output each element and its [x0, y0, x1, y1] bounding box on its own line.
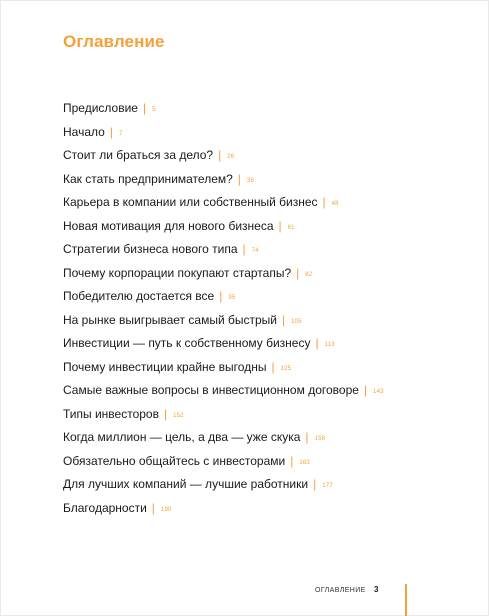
- toc-entry[interactable]: [63, 192, 384, 216]
- toc-entry-title: Как стать предпринимателем?: [63, 171, 233, 186]
- toc-entry[interactable]: [63, 451, 384, 475]
- toc-separator: |: [219, 289, 223, 303]
- toc-page-number: 26: [227, 154, 235, 160]
- toc-entry[interactable]: [63, 263, 384, 287]
- toc-entry[interactable]: [63, 98, 384, 122]
- toc-entry-title: Самые важные вопросы в инвестиционном договоре: [63, 383, 359, 397]
- toc-page-number: 125: [280, 365, 292, 372]
- toc-page-number: 143: [373, 389, 384, 395]
- footer-divider: [405, 584, 407, 616]
- toc-page-number: 48: [331, 201, 339, 207]
- toc-entry-title: Почему инвестиции крайне выгодны: [63, 359, 267, 374]
- toc-separator: |: [296, 265, 300, 280]
- toc-page-number: 152: [173, 412, 184, 419]
- toc-entry[interactable]: [63, 216, 384, 240]
- running-footer-label: ОГЛАВЛЕНИЕ: [315, 587, 366, 594]
- toc-page-number: 7: [118, 130, 123, 137]
- page-title: Оглавление: [63, 32, 165, 51]
- toc-entry-title: Когда миллион — цель, а два — уже скука: [63, 430, 301, 444]
- toc-entry-title: Начало: [63, 124, 105, 139]
- document-page: [1, 1, 488, 615]
- toc-separator: |: [322, 195, 326, 209]
- toc-separator: |: [271, 359, 275, 374]
- toc-entry[interactable]: [63, 427, 384, 451]
- toc-page-number: 95: [228, 295, 236, 301]
- toc-separator: |: [313, 477, 317, 491]
- toc-entry-title: Стратегии бизнеса нового типа: [63, 242, 238, 256]
- toc-separator: |: [290, 453, 294, 468]
- toc-entry[interactable]: [63, 239, 384, 263]
- toc-entry[interactable]: [63, 145, 384, 169]
- toc-separator: |: [163, 406, 168, 421]
- toc-page-number: 61: [287, 224, 295, 231]
- toc-entry-title: На рынке выигрывает самый быстрый: [63, 312, 277, 327]
- toc-entry[interactable]: [63, 122, 384, 146]
- toc-page-number: 163: [299, 459, 310, 466]
- toc-page-number: 5: [152, 107, 156, 113]
- toc-page-number: 113: [324, 342, 335, 348]
- toc-separator: |: [278, 218, 282, 233]
- toc-entry-title: Благодарности: [63, 500, 147, 515]
- toc-page-number: 74: [251, 248, 259, 254]
- toc-entry[interactable]: [63, 286, 384, 310]
- toc-separator: |: [237, 171, 241, 186]
- toc-entry-title: Предисловие: [63, 101, 138, 115]
- toc-entry[interactable]: [63, 380, 384, 404]
- toc-page-number: 38: [246, 177, 254, 184]
- toc-separator: |: [109, 124, 113, 139]
- toc-page-number: 158: [314, 436, 326, 442]
- toc-entry-title: Новая мотивация для нового бизнеса: [63, 218, 274, 233]
- toc-separator: |: [305, 430, 309, 444]
- toc-separator: |: [151, 500, 155, 515]
- toc-entry-title: Инвестиции — путь к собственному бизнесу: [63, 336, 311, 350]
- toc-entry-title: Почему корпорации покупают стартапы?: [63, 265, 292, 280]
- toc-entry-title: Типы инвесторов: [63, 406, 159, 421]
- toc-entry-title: Стоит ли браться за дело?: [63, 148, 214, 162]
- toc-separator: |: [363, 383, 368, 397]
- toc-page-number: 177: [322, 483, 333, 489]
- toc-entry-title: Обязательно общайтесь с инвесторами: [63, 453, 286, 468]
- toc-entry-title: Победителю достается все: [63, 289, 215, 303]
- toc-entry[interactable]: [63, 498, 384, 522]
- toc-separator: |: [281, 312, 286, 327]
- toc-page-number: 82: [305, 271, 313, 278]
- footer-page-number: 3: [374, 585, 379, 594]
- toc-separator: |: [218, 148, 222, 162]
- toc-entry-title: Для лучших компаний — лучшие работники: [63, 477, 309, 491]
- toc-separator: |: [142, 101, 147, 115]
- toc-separator: |: [315, 336, 319, 350]
- toc-page-number: 190: [160, 506, 172, 513]
- toc-page-number: 105: [291, 318, 302, 325]
- toc-entry[interactable]: [63, 169, 384, 193]
- toc-separator: |: [242, 242, 246, 256]
- toc-entry[interactable]: [63, 357, 384, 381]
- toc-entry[interactable]: [63, 474, 384, 498]
- table-of-contents: [63, 98, 384, 521]
- toc-entry-title: Карьера в компании или собственный бизнес: [63, 195, 318, 209]
- toc-entry[interactable]: [63, 404, 384, 428]
- toc-entry[interactable]: [63, 333, 384, 357]
- toc-entry[interactable]: [63, 310, 384, 334]
